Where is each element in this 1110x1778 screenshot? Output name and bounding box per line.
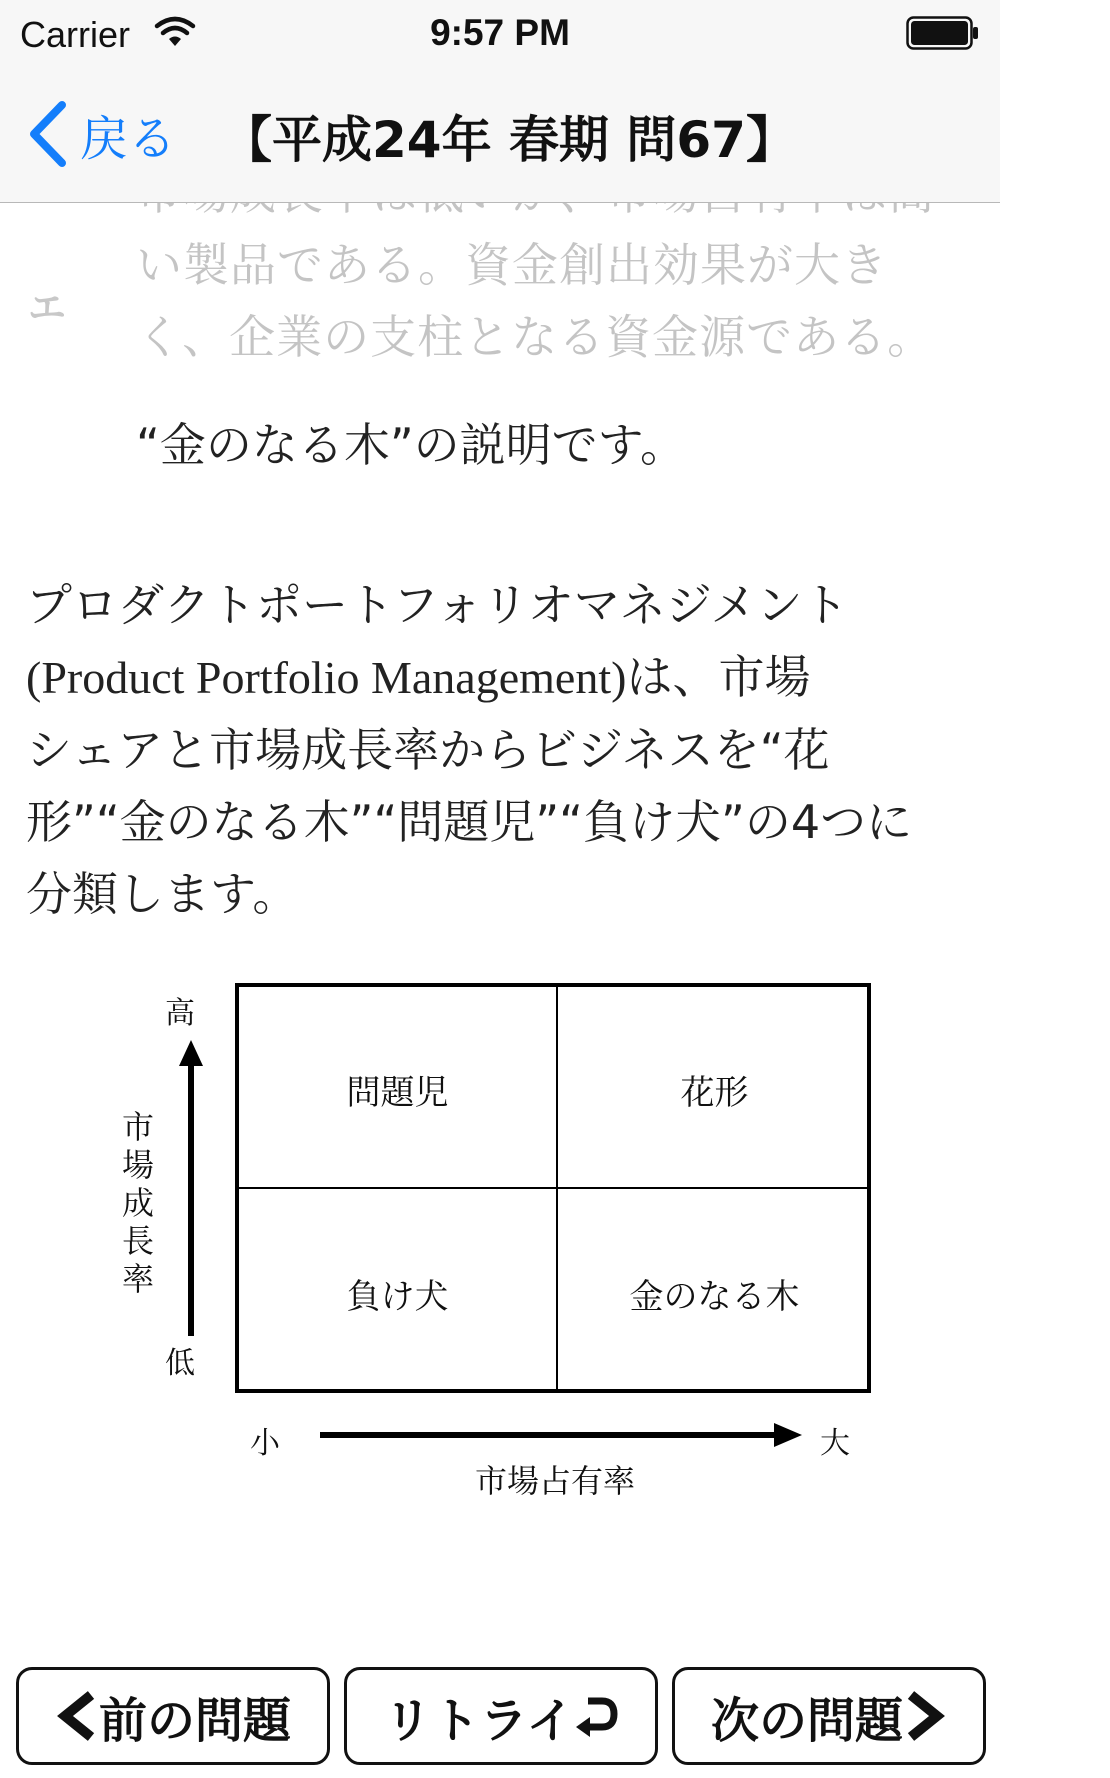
y-axis-high-label: 高 [165,996,195,1031]
clock: 9:57 PM [430,12,570,53]
quadrant-star: 花形 [680,1073,749,1113]
quadrant-dog: 負け犬 [346,1277,449,1317]
x-axis-arrow-icon [320,1420,802,1450]
chevron-left-icon [55,1691,99,1741]
option-note: “金のなる木”の説明です。 [136,418,686,472]
x-axis-label: 市場占有率 [474,1462,635,1500]
y-axis-label: 市場成長率 [121,1108,154,1298]
previous-question-button[interactable] [16,1667,330,1765]
retry-button[interactable] [344,1667,658,1765]
explanation-text [26,569,976,930]
explanation-english-term: (Product Portfolio Management) [26,652,627,703]
explanation-line-rest: は、市場 [626,650,811,704]
back-button-label: 戻る [80,110,177,167]
retry-label: リトライ [383,1692,575,1749]
explanation-line: 分類します。 [26,867,299,921]
return-arrow-icon [574,1691,618,1741]
explanation-line [26,641,976,714]
previous-question-label: 前の問題 [98,1692,291,1749]
page-title: 【平成24年 春期 問67】 [222,111,796,169]
chevron-right-icon [903,1691,947,1741]
carrier-label: Carrier [20,14,131,55]
navigation-bar [0,66,1000,203]
option-text: い製品である。資金創出効果が大きく、企業の支柱となる資金源である。 [136,238,935,364]
status-bar [0,0,1000,66]
chevron-left-icon [24,99,68,169]
explanation-line: プロダクトポートフォリオマネジメント [26,578,849,632]
next-question-button[interactable] [672,1667,986,1765]
explanation-line: 形”“金のなる木”“問題児”“負け犬”の4つに [26,795,913,849]
y-axis-arrow-icon [178,1040,204,1336]
quadrant-problem-child: 問題児 [346,1073,449,1113]
explanation-line: シェアと市場成長率からビジネスを“花 [26,723,830,777]
ppm-matrix-grid [235,983,871,1393]
grid-divider-horizontal [239,1187,867,1189]
content-scroll-area[interactable] [0,203,1000,1653]
y-axis-low-label: 低 [165,1346,195,1381]
next-question-label: 次の問題 [710,1692,903,1749]
option-letter: エ [28,286,67,330]
back-button[interactable] [24,94,176,174]
x-axis-large-label: 大 [820,1426,850,1461]
battery-icon [906,16,980,50]
bottom-button-bar [0,1653,1000,1778]
ppm-matrix-figure [0,948,1000,1500]
quadrant-cash-cow: 金のなる木 [629,1277,800,1317]
x-axis-small-label: 小 [250,1426,280,1461]
top-bar [0,0,1000,203]
